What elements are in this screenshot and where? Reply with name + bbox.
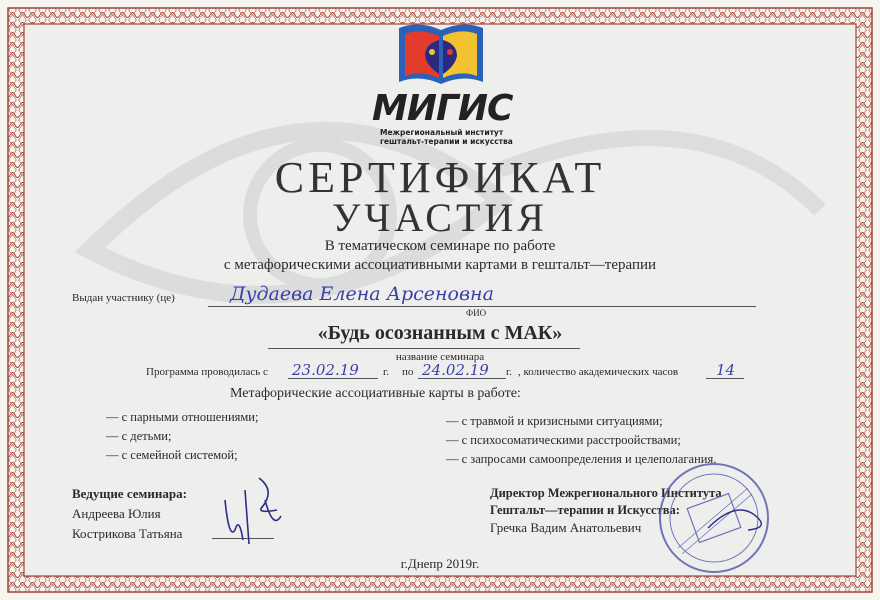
topic-right-1: — с травмой и кризисными ситуациями;	[446, 414, 663, 428]
program-year-mark1: г.	[383, 366, 390, 378]
program-to-label: по	[402, 366, 414, 378]
logo-subtitle-line2: гештальт-терапии и искусства	[380, 137, 513, 146]
program-hours-label: , количество академических часов	[518, 366, 679, 378]
leader-signature-icon	[215, 470, 305, 550]
program-start-date: 23.02.19	[292, 361, 359, 379]
program-end-date: 24.02.19	[422, 361, 489, 379]
topic-right-3: — с запросами самоопределения и целеполагания.	[446, 452, 717, 466]
leader-name-1: Андреева Юлия	[72, 506, 161, 521]
seminar-name: «Будь осознанным с МАК»	[317, 322, 563, 344]
topics-heading: Метафорические ассоциативные карты в работе:	[230, 386, 521, 401]
intro-line1: В тематическом семинаре по работе	[324, 238, 556, 254]
topic-left-3: — с семейной системой;	[106, 448, 238, 462]
program-prefix: Программа проводилась с	[146, 366, 268, 378]
seminar-line	[268, 348, 580, 349]
topic-left-2: — с детьми;	[106, 429, 172, 443]
intro-line2: с метафорическими ассоциативными картами в гештальт—терапии	[223, 257, 657, 273]
director-name: Гречка Вадим Анатольевич	[490, 520, 642, 535]
director-line2: Гештальт—терапии и Искусства:	[490, 503, 680, 517]
logo-subtitle-line1: Межрегиональный институт	[380, 128, 504, 137]
recipient-caption: ФИО	[466, 308, 487, 318]
program-hours: 14	[716, 361, 736, 379]
certificate-title: СЕРТИФИКАТ	[274, 153, 606, 202]
topic-left-1: — с парными отношениями;	[106, 410, 259, 424]
recipient-line	[208, 306, 756, 307]
topic-right-2: — с психосоматическими расстроойствами;	[446, 433, 681, 447]
recipient-label: Выдан участнику (це)	[72, 292, 175, 304]
certificate-subtitle: УЧАСТИЯ	[332, 195, 548, 240]
book-logo-icon	[395, 18, 487, 88]
leader-name-2: Кострикова Татьяна	[72, 526, 183, 541]
footer-city-year: г.Днепр 2019г.	[400, 556, 480, 571]
recipient-name: Дудаева Елена Арсеновна	[230, 283, 494, 305]
seminar-caption: название семинара	[395, 351, 485, 363]
director-line1: Директор Межрегионального Института	[490, 486, 722, 500]
logo-name: МИГИС	[372, 88, 513, 129]
leaders-heading: Ведущие семинара:	[72, 486, 187, 501]
program-year-mark2: г.	[506, 366, 513, 378]
